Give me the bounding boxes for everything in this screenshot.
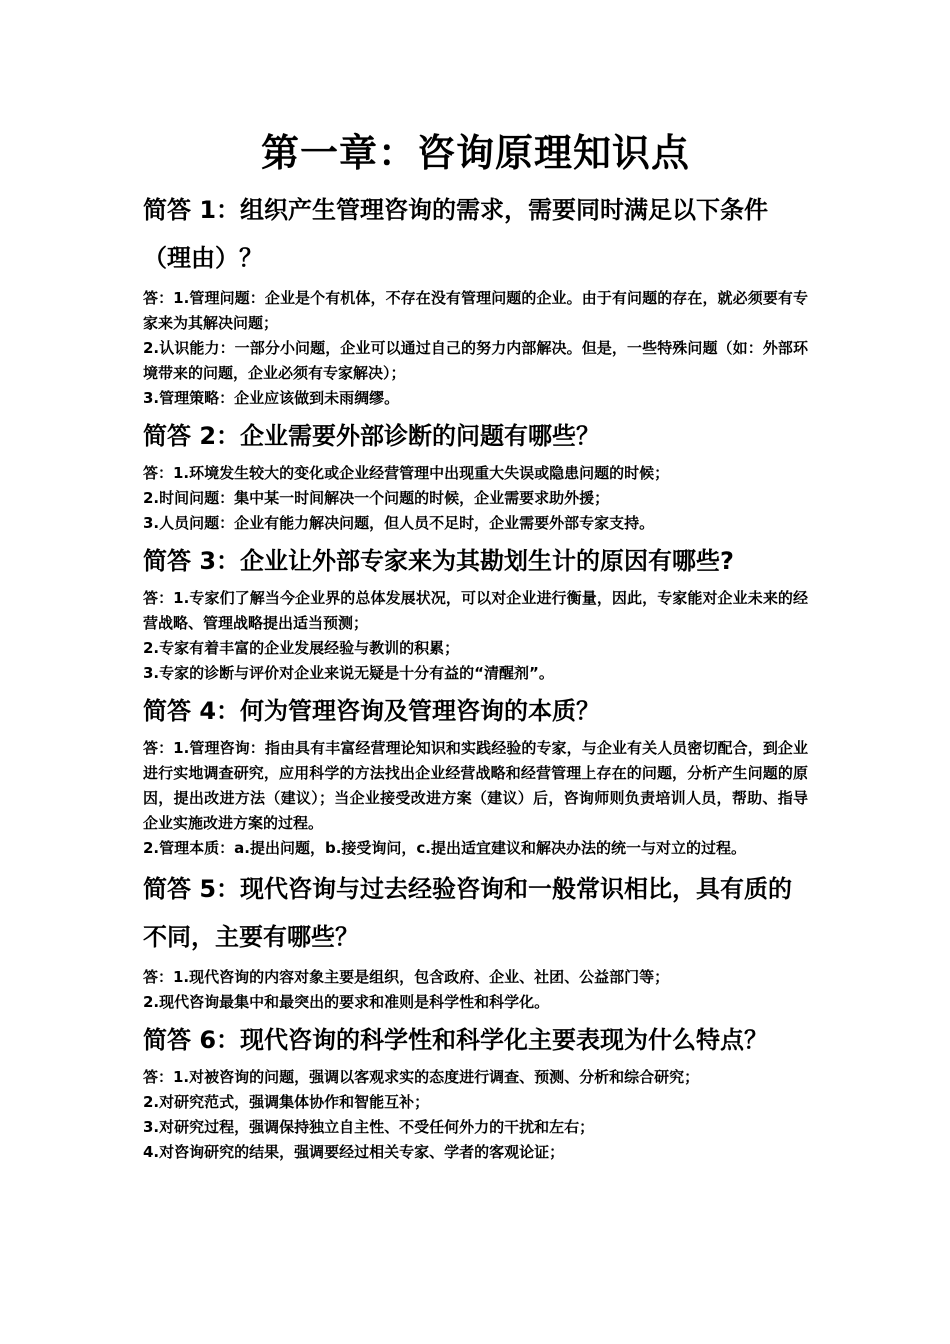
qa-section-2 [143, 419, 808, 536]
page-title: 第一章：咨询原理知识点 [260, 131, 690, 175]
answer-paragraph: 答：1.环境发生较大的变化或企业经营管理中出现重大失误或隐患问题的时候； [143, 464, 670, 482]
qa-section-4 [143, 694, 808, 861]
qa-section-5 [143, 865, 808, 1015]
question-heading: 简答 5：现代咨询与过去经验咨询和一般常识相比，具有质的不同，主要有哪些？ [143, 875, 793, 951]
answer-paragraph: 2.时间问题：集中某一时间解决一个问题的时候，企业需要求助外援； [143, 489, 610, 507]
answer-paragraph: 2.现代咨询最集中和最突出的要求和准则是科学性和科学化。 [143, 993, 550, 1011]
question-heading: 简答 1：组织产生管理咨询的需求，需要同时满足以下条件（理由）？ [143, 196, 769, 272]
answer-paragraph: 答：1.管理问题：企业是个有机体，不存在没有管理问题的企业。由于有问题的存在，就必须要有专家来为其解决问题； [143, 289, 808, 332]
answer-paragraph: 2.认识能力：一部分小问题，企业可以通过自己的努力内部解决。但是，一些特殊问题（如：外部环境带来的问题，企业必须有专家解决）； [143, 339, 808, 382]
answer-paragraph: 答：1.管理咨询：指由具有丰富经营理论知识和实践经验的专家，与企业有关人员密切配合，到企业进行实地调查研究，应用科学的方法找出企业经营战略和经营管理上存在的问题，分析产生问题的原因，提出改进方法（建议）；当企业接受改进方案（建议）后，咨询师则负责培训人员，帮助、指导企业实施改进方案的过程。 [143, 739, 808, 832]
document-page [143, 128, 808, 1165]
answer-paragraph: 4.对咨询研究的结果，强调要经过相关专家、学者的客观论证； [143, 1143, 565, 1161]
answer-paragraph: 3.人员问题：企业有能力解决问题，但人员不足时，企业需要外部专家支持。 [143, 514, 655, 532]
answer-paragraph: 3.对研究过程，强调保持独立自主性、不受任何外力的干扰和左右； [143, 1118, 595, 1136]
question-heading: 简答 2：企业需要外部诊断的问题有哪些？ [143, 422, 601, 450]
answer-paragraph: 答：1.现代咨询的内容对象主要是组织，包含政府、企业、社团、公益部门等； [143, 968, 670, 986]
answer-paragraph: 答：1.专家们了解当今企业界的总体发展状况，可以对企业进行衡量，因此，专家能对企业未来的经营战略、管理战略提出适当预测； [143, 589, 808, 632]
qa-section-6 [143, 1023, 808, 1165]
question-heading: 简答 6：现代咨询的科学性和科学化主要表现为什么特点？ [143, 1026, 769, 1054]
question-heading: 简答 4：何为管理咨询及管理咨询的本质？ [143, 697, 601, 725]
answer-paragraph: 2.专家有着丰富的企业发展经验与教训的积累； [143, 639, 460, 657]
qa-section-3 [143, 544, 808, 686]
answer-paragraph: 答：1.对被咨询的问题，强调以客观求实的态度进行调查、预测、分析和综合研究； [143, 1068, 700, 1086]
answer-paragraph: 3.管理策略：企业应该做到未雨绸缪。 [143, 389, 400, 407]
answer-paragraph: 3.专家的诊断与评价对企业来说无疑是十分有益的“清醒剂”。 [143, 664, 554, 682]
answer-paragraph: 2.管理本质：a.提出问题，b.接受询问，c.提出适宜建议和解决办法的统一与对立的过程。 [143, 839, 746, 857]
answer-paragraph: 2.对研究范式，强调集体协作和智能互补； [143, 1093, 430, 1111]
question-heading: 简答 3：企业让外部专家来为其勘划生计的原因有哪些? [143, 547, 734, 575]
qa-section-1 [143, 186, 808, 411]
